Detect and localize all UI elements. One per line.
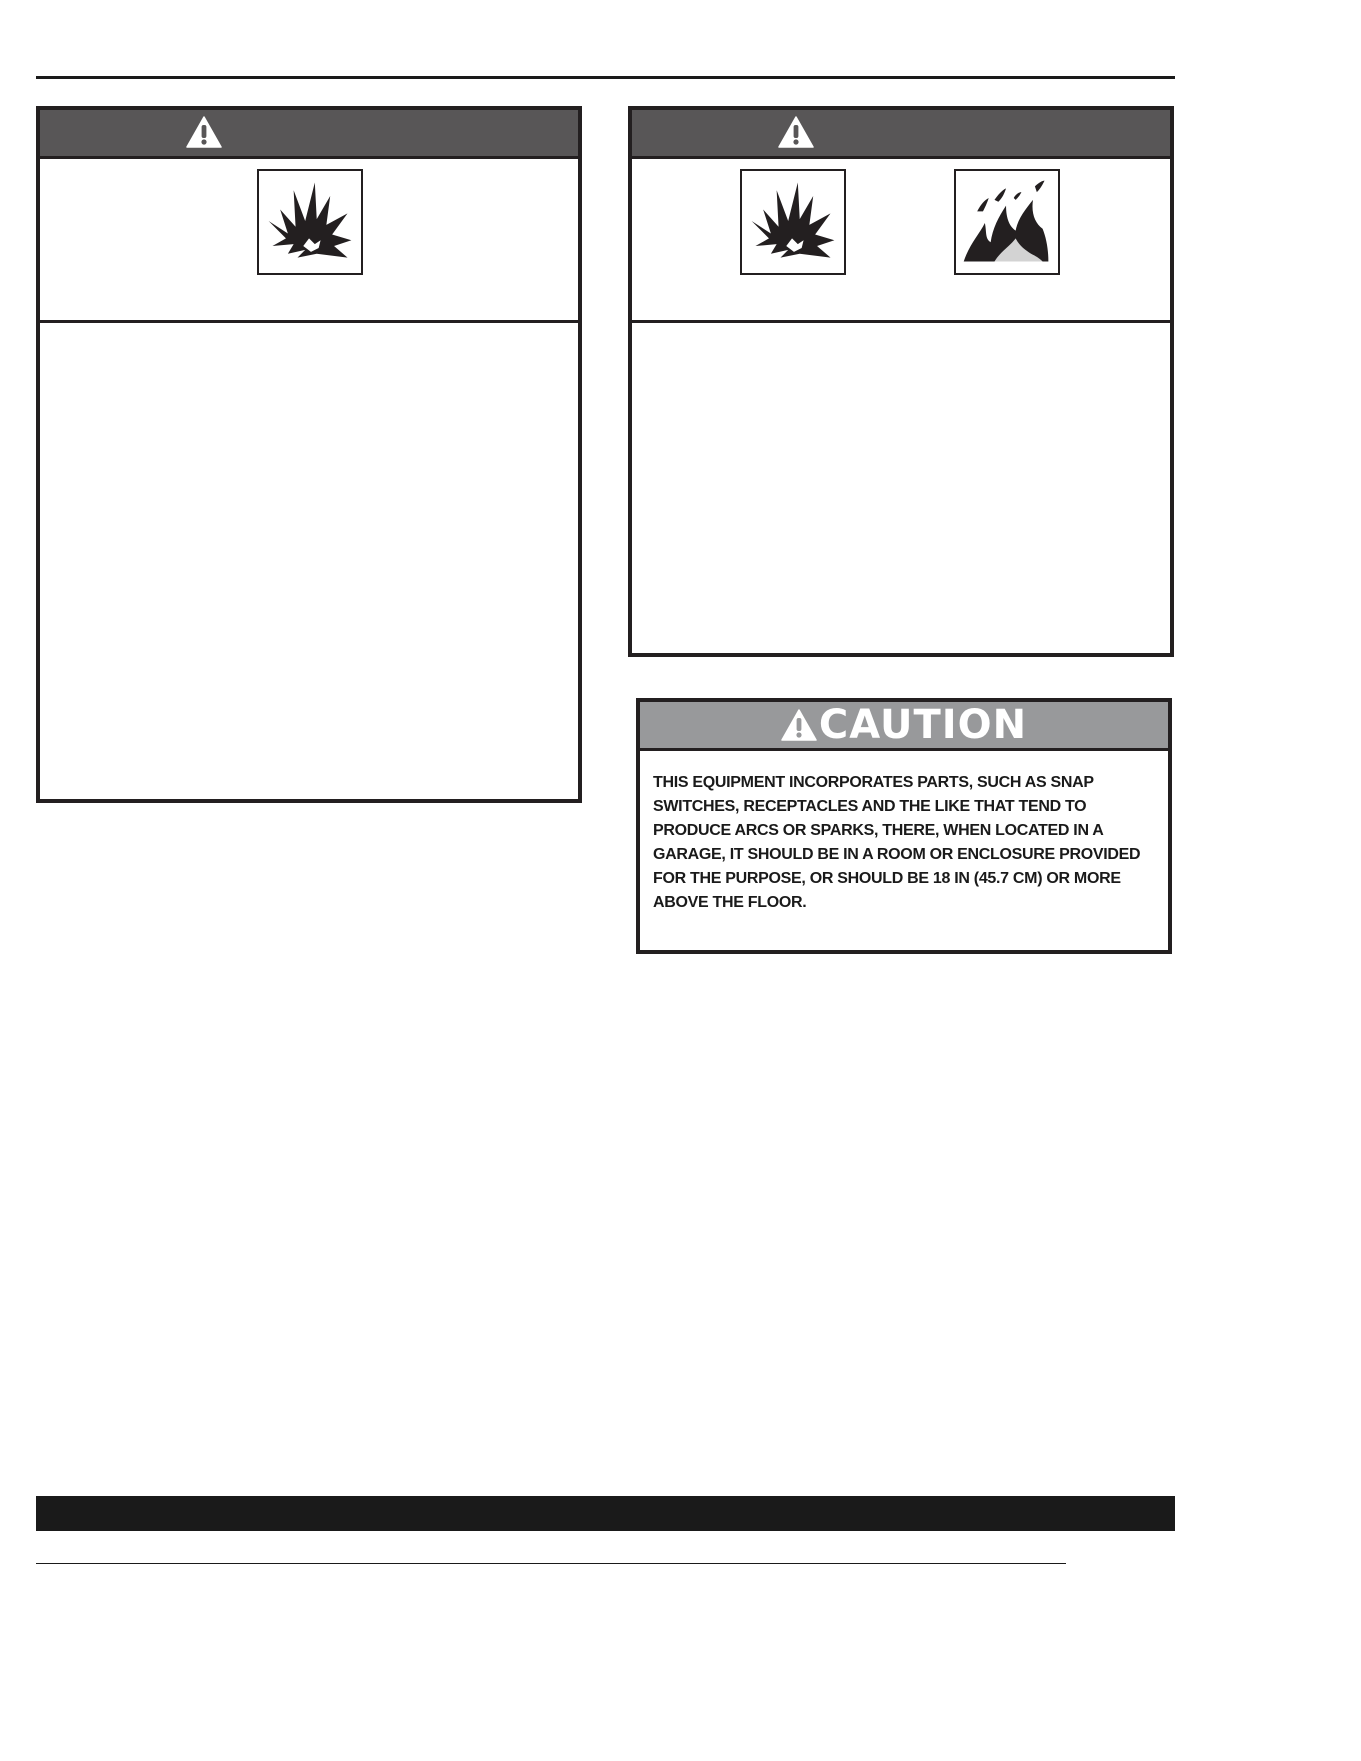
- explosion-icon: [259, 171, 361, 273]
- warning-divider: [632, 320, 1170, 323]
- explosion-icon: [742, 171, 844, 273]
- explosion-symbol: [257, 169, 363, 275]
- caution-header: [640, 702, 1168, 751]
- caution-box: [636, 698, 1172, 954]
- caution-title: CAUTION: [818, 702, 1028, 748]
- warning-divider: [40, 320, 578, 323]
- caution-text: THIS EQUIPMENT INCORPORATES PARTS, SUCH AS SNAP SWITCHES, RECEPTACLES AND THE LIKE THAT TEND TO PRODUCE ARCS OR SPARKS, THERE, WHEN LOCATED IN A GARAGE, IT SHOULD BE IN A ROOM OR ENCLOSURE PROVIDED FOR THE PURPOSE, OR SHOULD BE 18 IN (45.7 CM) OR MORE ABOVE THE FLOOR.: [653, 774, 1141, 911]
- fire-symbol: [954, 169, 1060, 275]
- top-rule: [36, 76, 1175, 79]
- warning-box-right: [628, 106, 1174, 657]
- warning-triangle-icon: [186, 116, 222, 148]
- footer-bar: [36, 1496, 1175, 1531]
- warning-triangle-icon: [778, 116, 814, 148]
- warning-box-left: [36, 106, 582, 803]
- bottom-rule: [36, 1563, 1066, 1564]
- warning-header: [632, 110, 1170, 159]
- warning-triangle-icon: [781, 709, 817, 741]
- fire-icon: [956, 171, 1058, 273]
- warning-header: [40, 110, 578, 159]
- explosion-symbol: [740, 169, 846, 275]
